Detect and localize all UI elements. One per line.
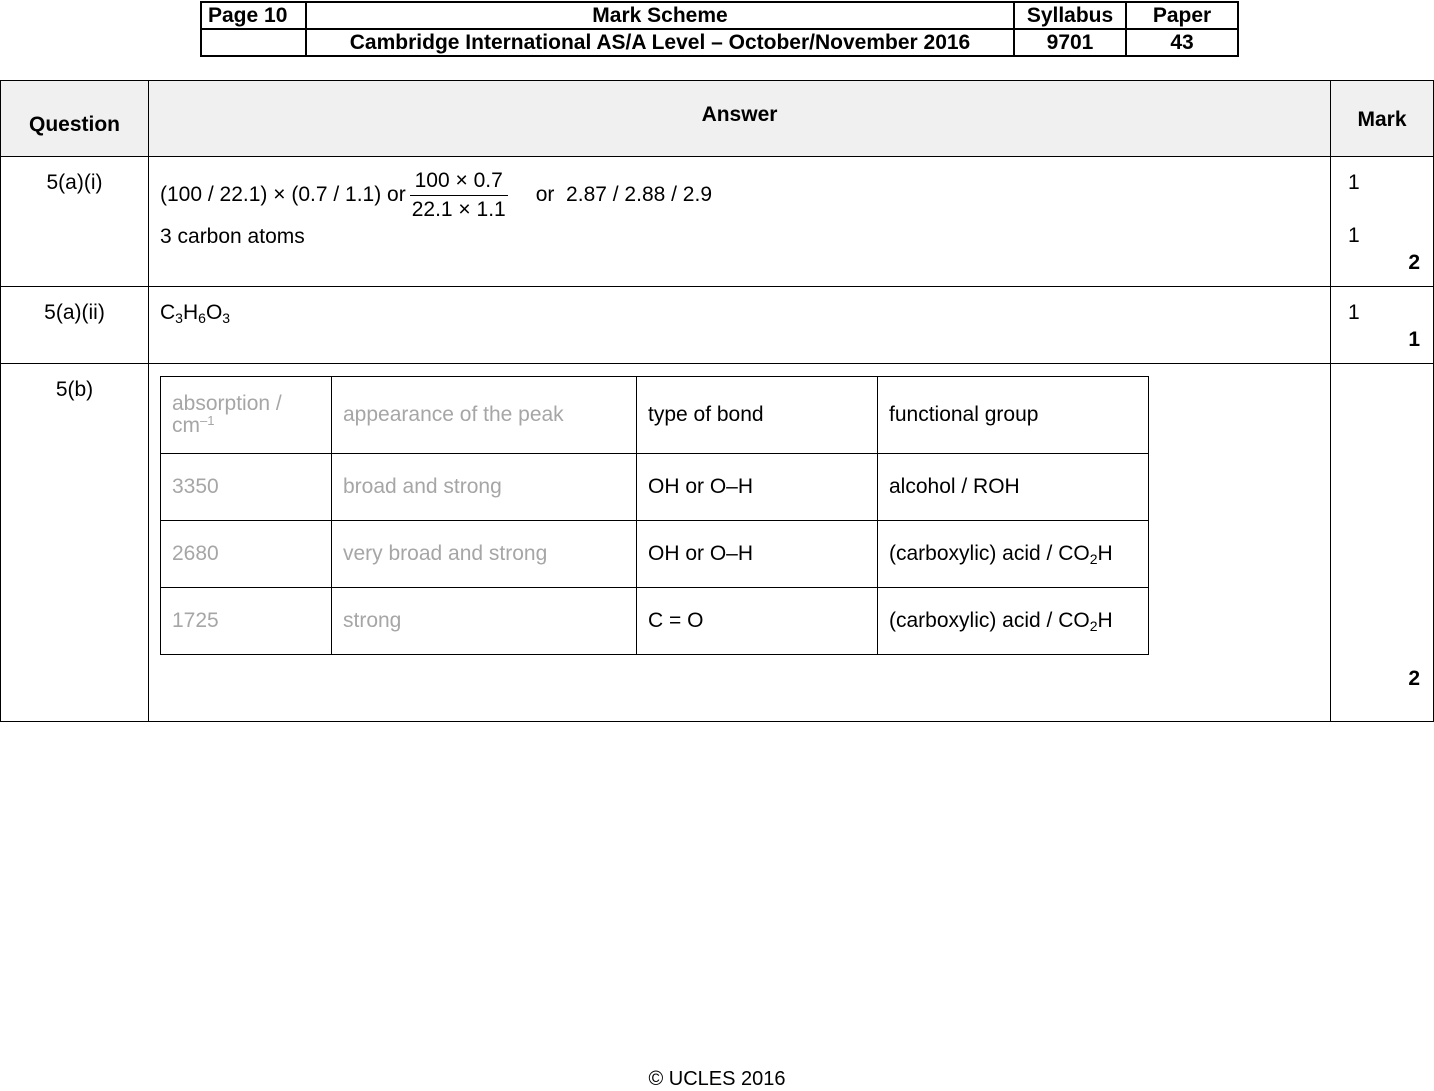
ir-bond: C = O xyxy=(637,588,878,655)
ir-group: (carboxylic) acid / $CO_2H$ xyxy=(878,588,1149,655)
question-number: 5(b) xyxy=(1,364,149,722)
syllabus-label: Syllabus xyxy=(1014,2,1126,29)
answer-cell xyxy=(149,157,1331,287)
answer-cell xyxy=(149,287,1331,364)
ir-absorption: 1725 xyxy=(161,588,332,655)
question-number: 5(a)(ii) xyxy=(1,287,149,364)
ir-appearance-header: appearance of the peak xyxy=(332,377,637,454)
ir-appearance: strong xyxy=(332,588,637,655)
header-box xyxy=(200,1,1239,57)
ir-bond: OH or O–H xyxy=(637,454,878,521)
ir-bond: OH or O–H xyxy=(637,521,878,588)
mark-total: 2 xyxy=(1408,667,1420,690)
copyright-footer: © UCLES 2016 xyxy=(648,1068,786,1090)
ir-bond-header: type of bond xyxy=(637,377,878,454)
ir-absorption: 3350 xyxy=(161,454,332,521)
ir-group: alcohol / ROH xyxy=(878,454,1149,521)
syllabus-code: 9701 xyxy=(1014,29,1126,56)
ir-appearance: very broad and strong xyxy=(332,521,637,588)
table-row xyxy=(1,287,1434,364)
ir-row xyxy=(161,588,1149,655)
mark-cell xyxy=(1331,364,1434,722)
ir-group: (carboxylic) acid / $CO_2H$ xyxy=(878,521,1149,588)
fraction xyxy=(410,169,508,222)
ir-spectrum-table xyxy=(160,376,1149,655)
table-row xyxy=(1,364,1434,722)
page-label: Page 10 xyxy=(201,2,306,29)
ir-row xyxy=(161,454,1149,521)
ir-header-row xyxy=(161,377,1149,454)
question-header: Question xyxy=(1,81,149,157)
qualification: Cambridge International AS/A Level – October/November 2016 xyxy=(306,29,1014,56)
question-number: 5(a)(i) xyxy=(1,157,149,287)
answer-expression: (100 / 22.1) × (0.7 / 1.1) or xyxy=(160,183,406,206)
mark-value: 1 xyxy=(1348,301,1360,324)
ir-absorption-header: absorption / $cm^{-1}$ xyxy=(161,377,332,454)
ir-absorption: 2680 xyxy=(161,521,332,588)
answer-line-2: 3 carbon atoms xyxy=(160,225,305,248)
answer-header: Answer xyxy=(149,81,1331,157)
mark-cell xyxy=(1331,157,1434,287)
mark-cell xyxy=(1331,287,1434,364)
mark-value: 1 xyxy=(1348,224,1360,247)
paper-code: 43 xyxy=(1126,29,1238,56)
ir-appearance: broad and strong xyxy=(332,454,637,521)
doc-type: Mark Scheme xyxy=(306,2,1014,29)
empty-cell xyxy=(201,29,306,56)
mark-value: 1 xyxy=(1348,171,1360,194)
ir-group-header: functional group xyxy=(878,377,1149,454)
molecular-formula: $C_3H_6O_3$ xyxy=(160,301,231,326)
fraction-denominator: 22.1 × 1.1 xyxy=(411,197,506,221)
mark-scheme-table xyxy=(0,80,1434,722)
answer-alternatives: or 2.87 / 2.88 / 2.9 xyxy=(535,183,713,206)
mark-total: 1 xyxy=(1408,328,1420,351)
answer-cell xyxy=(149,364,1331,722)
mark-header: Mark xyxy=(1331,81,1434,157)
table-row xyxy=(1,157,1434,287)
ir-row xyxy=(161,521,1149,588)
mark-total: 2 xyxy=(1408,251,1420,274)
paper-label: Paper xyxy=(1126,2,1238,29)
fraction-numerator: 100 × 0.7 xyxy=(410,169,508,196)
